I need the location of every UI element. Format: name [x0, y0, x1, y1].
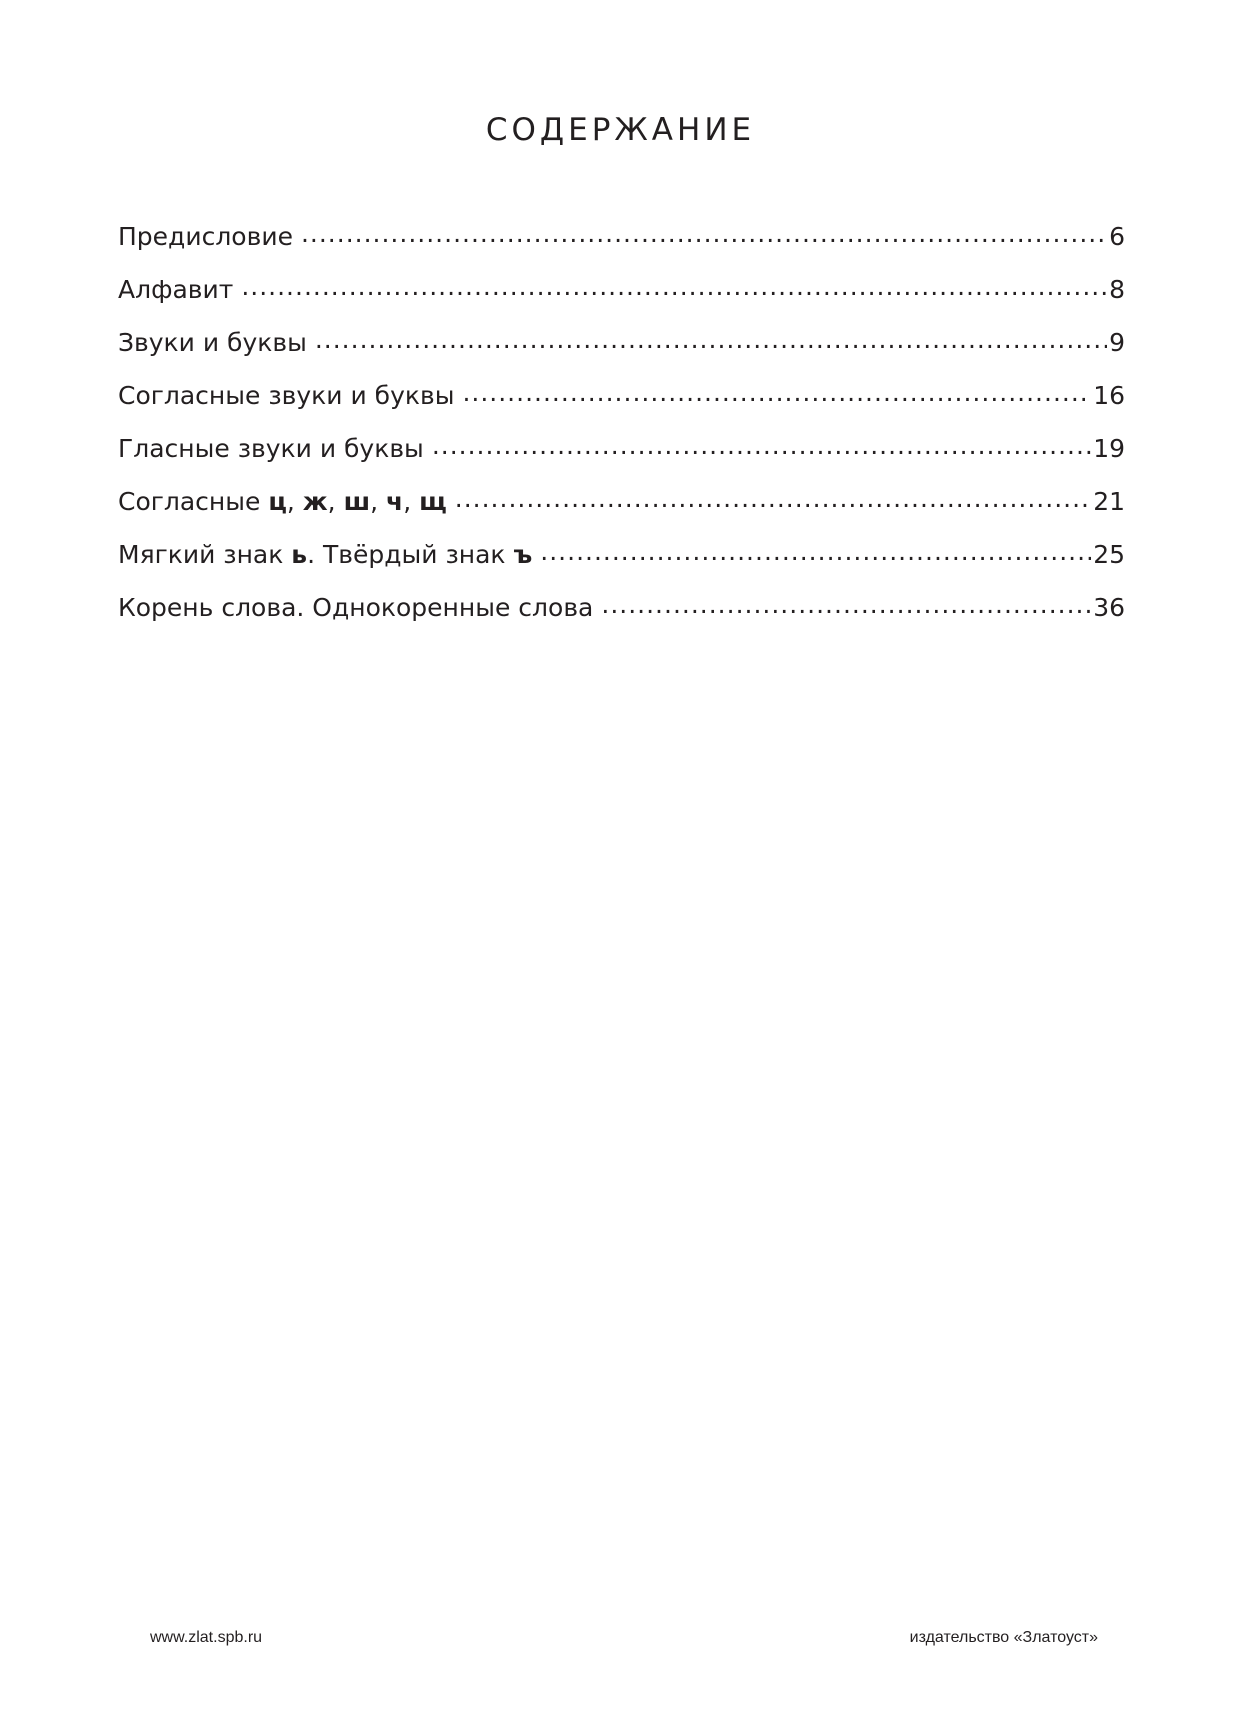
- toc-entry-letter: ь: [291, 540, 308, 569]
- toc-entry-page-number: 19: [1093, 434, 1125, 463]
- toc-entry-text: Корень слова. Однокоренные слова: [118, 593, 594, 622]
- toc-entry-title: [118, 222, 301, 252]
- toc-entry-title: [118, 487, 455, 517]
- toc-entry-letter: ш: [343, 487, 371, 516]
- toc-entry-text: Алфавит: [118, 275, 234, 304]
- table-of-contents: [118, 222, 1125, 646]
- toc-entry-text: ,: [327, 487, 344, 516]
- toc-entry[interactable]: [118, 328, 1125, 381]
- toc-dot-leader: [462, 378, 1091, 408]
- toc-entry[interactable]: [118, 222, 1125, 275]
- toc-entry-page-number: 25: [1093, 540, 1125, 569]
- toc-dot-leader: [601, 590, 1091, 620]
- toc-entry[interactable]: [118, 434, 1125, 487]
- toc-entry-text: Согласные: [118, 487, 269, 516]
- footer-website: www.zlat.spb.ru: [150, 1629, 263, 1646]
- toc-dot-leader: [315, 325, 1107, 355]
- toc-entry-title: [118, 540, 540, 570]
- toc-entry-text: ,: [286, 487, 303, 516]
- toc-entry-letter: ъ: [513, 540, 533, 569]
- toc-entry-title: [118, 381, 462, 411]
- toc-entry-text: Согласные звуки и буквы: [118, 381, 455, 410]
- toc-entry-title: [118, 275, 241, 305]
- toc-entry-page-number: 9: [1109, 328, 1125, 357]
- toc-entry-letter: ж: [302, 487, 328, 516]
- toc-entry-text: Предисловие: [118, 222, 293, 251]
- toc-entry-letter: щ: [419, 487, 447, 516]
- toc-entry-letter: ч: [386, 487, 404, 516]
- toc-entry-text: ,: [403, 487, 420, 516]
- toc-dot-leader: [301, 219, 1107, 249]
- toc-entry-page-number: 16: [1093, 381, 1125, 410]
- toc-entry-text: ,: [370, 487, 387, 516]
- page-title: СОДЕРЖАНИЕ: [485, 112, 756, 148]
- footer-publisher: издательство «Златоуст»: [909, 1629, 1098, 1646]
- toc-entry-title: [118, 328, 315, 358]
- toc-dot-leader: [241, 272, 1107, 302]
- toc-entry[interactable]: [118, 540, 1125, 593]
- toc-entry-letter: ц: [268, 487, 287, 516]
- toc-entry[interactable]: [118, 487, 1125, 540]
- toc-dot-leader: [455, 484, 1091, 514]
- toc-entry-page-number: 21: [1093, 487, 1125, 516]
- toc-entry-page-number: 6: [1109, 222, 1125, 251]
- toc-dot-leader: [432, 431, 1091, 461]
- toc-entry-page-number: 8: [1109, 275, 1125, 304]
- toc-entry-text: Гласные звуки и буквы: [118, 434, 424, 463]
- toc-entry-text: Мягкий знак: [118, 540, 292, 569]
- toc-dot-leader: [540, 537, 1091, 567]
- toc-entry-text: Звуки и буквы: [118, 328, 307, 357]
- toc-entry[interactable]: [118, 593, 1125, 646]
- toc-entry-page-number: 36: [1093, 593, 1125, 622]
- toc-entry-title: [118, 434, 432, 464]
- toc-entry-title: [118, 593, 601, 623]
- toc-entry-text: . Твёрдый знак: [307, 540, 514, 569]
- toc-entry[interactable]: [118, 275, 1125, 328]
- toc-entry[interactable]: [118, 381, 1125, 434]
